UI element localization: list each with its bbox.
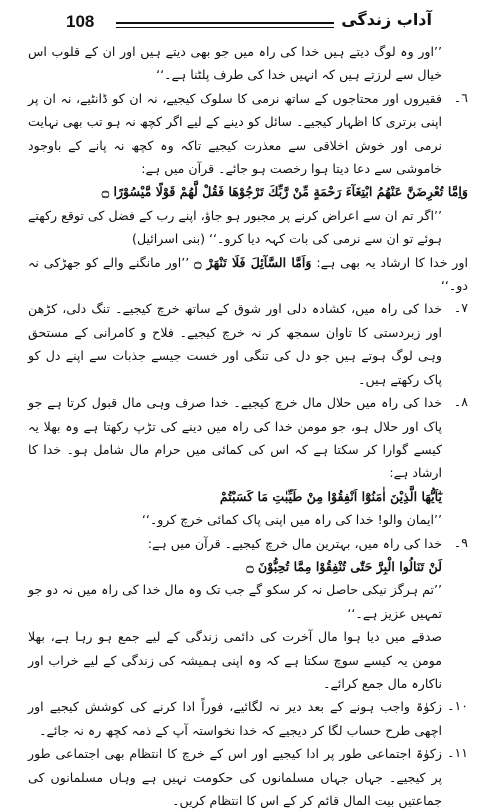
quran-verse: يٰٓاَيُّهَا الَّذِيْنَ اٰمَنُوْٓا اَنْفِقُوْا مِنْ طَيِّبٰتِ مَا كَسَبْتُمْ	[219, 488, 442, 504]
header-rule-thin	[116, 27, 334, 28]
page-number: 108	[66, 12, 95, 31]
list-item-10	[28, 695, 468, 742]
list-item-11	[28, 742, 468, 812]
extra-intro: اور خدا کا ارشاد یہ بھی ہے:	[316, 254, 468, 270]
list-item-7	[28, 297, 468, 391]
quran-verse: لَنْ تَنَالُوا الْبِرَّ حَتّٰى تُنْفِقُوْا مِمَّا تُحِبُّوْنَ ۝	[246, 558, 442, 574]
page-header	[28, 8, 468, 38]
extra-translation: ’’اور مانگنے والے کو جھڑکی نہ دو۔‘‘	[28, 254, 468, 294]
item-number: ١١۔	[447, 746, 468, 761]
item-number: ١٠۔	[447, 699, 468, 714]
list-item-9	[28, 532, 468, 555]
item-continuation	[28, 251, 468, 298]
item-text: خدا کی راہ میں، کشادہ دلی اور شوق کے ساتھ خرچ کیجیے۔ تنگ دلی، کڑھن اور زبردستی کا تاوان سمجھ کر نہ خرچ کیجیے۔ فلاح و کامرانی کے مستحق وہی لوگ ہوتے ہیں جو دل کی تنگی اور خست جیسے جذبات سے اپنے دل کو پاک رکھتے ہیں۔	[28, 301, 442, 387]
verse-translation: ’’ایمان والو! خدا کی راہ میں اپنی پاک کمائی خرچ کرو۔‘‘	[141, 512, 442, 528]
intro-quote: ’’اور وہ لوگ دیتے ہیں خدا کی راہ میں جو بھی دیتے ہیں اور ان کے قلوب اس خیال سے لرزتے ہیں کہ انہیں خدا کی طرف پلٹنا ہے۔‘‘	[28, 44, 442, 83]
running-title: آداب زندگی	[341, 10, 432, 29]
item-text: خدا کی راہ میں، بہترین مال خرچ کیجیے۔ قرآن میں ہے:	[147, 535, 442, 551]
list-item-6	[28, 87, 468, 181]
item-number: ٩۔	[453, 535, 468, 550]
page-body	[28, 40, 468, 812]
item-text: زکوٰۃ واجب ہونے کے بعد دیر نہ لگائیے، فوراً ادا کرنے کی کوشش کیجیے اور اچھی طرح حساب لگا کر دیجیے کہ خدا نخواستہ آپ کے ذمہ کچھ رہ نہ جائے۔	[28, 699, 442, 738]
list-item-8	[28, 391, 468, 485]
verse-translation: ’’تم ہرگز نیکی حاصل نہ کر سکو گے جب تک وہ مال خدا کی راہ میں نہ دو جو تمہیں عزیز ہے۔‘‘	[28, 582, 442, 621]
header-rule	[116, 22, 334, 24]
item-number: ٧۔	[453, 301, 468, 316]
item-continuation: صدقے میں دیا ہوا مال آخرت کی دائمی زندگی کے لیے جمع ہو رہا ہے، بھلا مومن یہ کیسے سوچ سکتا ہے کہ وہ اپنی ہمیشہ کی زندگی کے لیے خراب اور ناکارہ مال جمع کرائے۔	[28, 629, 442, 691]
item-text: فقیروں اور محتاجوں کے ساتھ نرمی کا سلوک کیجیے، نہ ان کو ڈانٹیے، نہ ان پر اپنی برتری کا اظہار کیجیے۔ سائل کو دینے کے لیے اگر کچھ نہ ہو تب بھی نہایت نرمی اور خوش اخلاقی سے معذرت کیجیے تاکہ وہ کچھ نہ پانے کے باوجود خاموشی سے دعا دیتا ہوا رخصت ہو جائے۔ قرآن میں ہے:	[28, 90, 442, 177]
quran-verse-short: وَاَمَّا السَّآئِلَ فَلَا تَنْهَرْ ۝	[194, 254, 312, 270]
item-number: ٨۔	[453, 395, 468, 410]
quran-verse: وَاِمَّا تُعْرِضَنَّ عَنْهُمُ ابْتِغَآءَ رَحْمَةٍ مِّنْ رَّبِّكَ تَرْجُوْهَا فَقُلْ لَّهُمْ قَوْلًا مَّيْسُوْرًا ۝	[101, 184, 468, 200]
item-text: زکوٰۃ اجتماعی طور پر ادا کیجیے اور اس کے خرچ کا انتظام بھی اجتماعی طور پر کیجیے۔ جہاں جہاں مسلمانوں کی حکومت نہیں ہے وہاں مسلمانوں کی جماعتیں بیت المال قائم کر کے اس کا انتظام کریں۔	[28, 746, 442, 808]
item-text: خدا کی راہ میں حلال مال خرچ کیجیے۔ خدا صرف وہی مال قبول کرتا ہے جو پاک اور حلال ہو، جو مومن خدا کی راہ میں دینے کی تڑپ رکھتا ہے وہ بھلا یہ کیسے گوارا کر سکتا ہے کہ اس کی کمائی میں حرام مال شامل ہو۔ خدا کا ارشاد ہے:	[28, 395, 442, 481]
item-number: ٦۔	[453, 90, 468, 105]
verse-translation: ’’اگر تم ان سے اعراض کرنے پر مجبور ہو جاؤ، اپنے رب کے فضل کی توقع رکھتے ہوئے تو ان سے نرمی کی بات کہہ دیا کرو۔‘‘ (بنی اسرائیل)	[28, 207, 442, 247]
